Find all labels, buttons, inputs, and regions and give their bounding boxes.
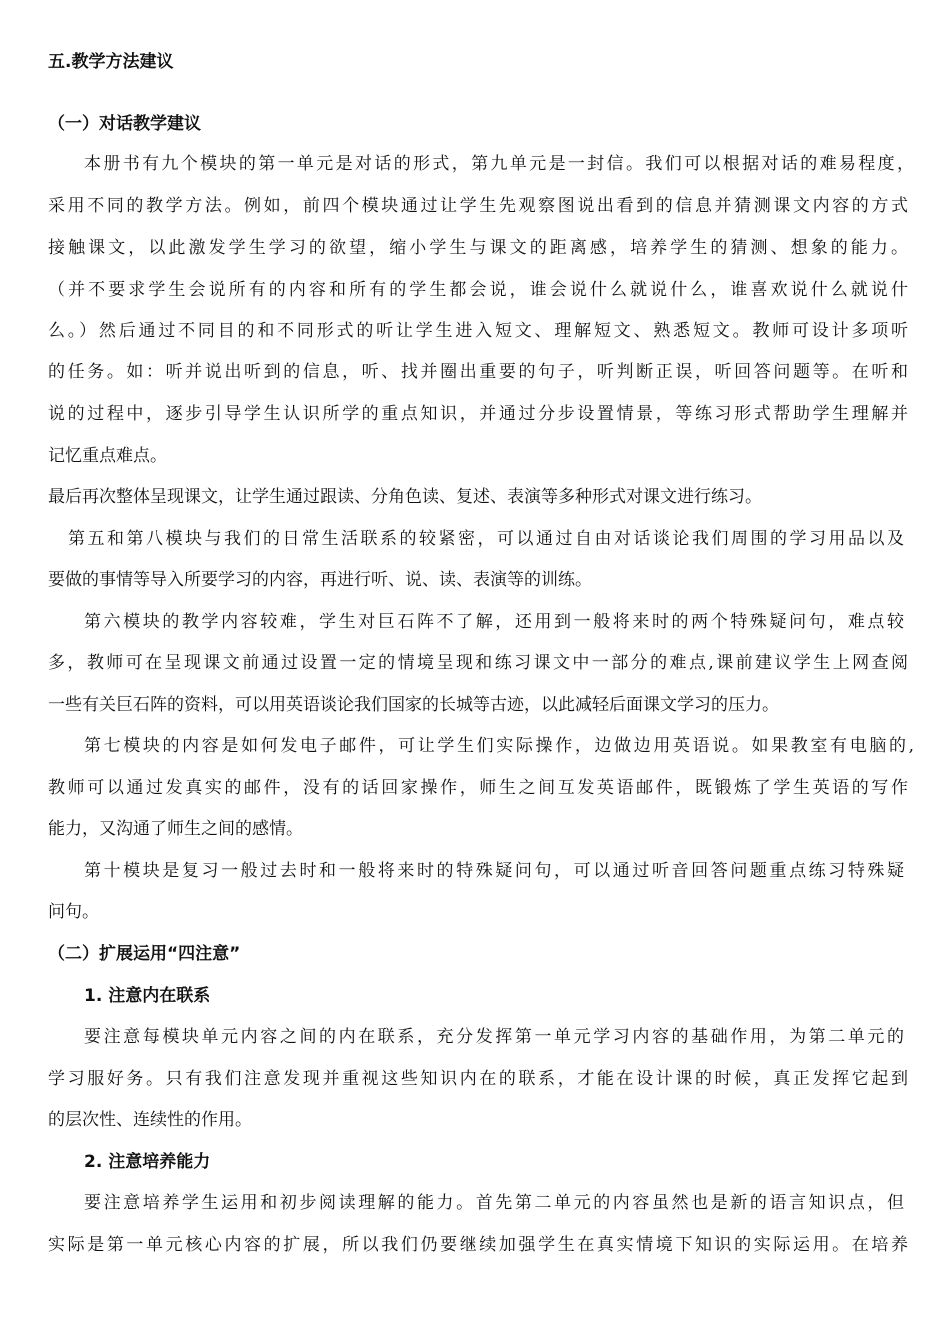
paragraph-line: 接触课文，以此激发学生学习的欲望，缩小学生与课文的距离感，培养学生的猜测、想象的能力。 [48, 238, 908, 258]
item-title-ability: 2. 注意培养能力 [84, 1152, 211, 1172]
paragraph-line: 能力，又沟通了师生之间的感情。 [48, 819, 303, 839]
paragraph-line: 学习服好务。只有我们注意发现并重视这些知识内在的联系，才能在设计课的时候，真正发挥它起到 [48, 1069, 908, 1089]
paragraph-line: 最后再次整体呈现课文，让学生通过跟读、分角色读、复述、表演等多种形式对课文进行练习。 [48, 487, 762, 507]
subsection-title-extension: （二）扩展运用“四注意” [48, 944, 241, 964]
paragraph-line: 采用不同的教学方法。例如，前四个模块通过让学生先观察图说出看到的信息并猜测课文内容的方式 [48, 196, 908, 216]
paragraph-line: 问句。 [48, 902, 99, 922]
paragraph-line: 的任务。如：听并说出听到的信息，听、找并圈出重要的句子，听判断正误，听回答问题等。在听和 [48, 362, 908, 382]
paragraph-line: 多，教师可在呈现课文前通过设置一定的情境呈现和练习课文中一部分的难点,课前建议学生上网查阅 [48, 653, 908, 673]
paragraph-line: 么。）然后通过不同目的和不同形式的听让学生进入短文、理解短文、熟悉短文。教师可设计多项听 [48, 321, 908, 341]
paragraph-line: 本册书有九个模块的第一单元是对话的形式，第九单元是一封信。我们可以根据对话的难易程度， [84, 154, 914, 174]
paragraph-line: 第五和第八模块与我们的日常生活联系的较紧密，可以通过自由对话谈论我们周围的学习用品以及 [68, 529, 904, 549]
paragraph-line: 第十模块是复习一般过去时和一般将来时的特殊疑问句，可以通过听音回答问题重点练习特殊疑 [84, 861, 904, 881]
item-title-connection: 1. 注意内在联系 [84, 986, 211, 1006]
paragraph-line: 一些有关巨石阵的资料，可以用英语谈论我们国家的长城等古迹，以此减轻后面课文学习的压力。 [48, 695, 779, 715]
paragraph-line: 要做的事情等导入所要学习的内容，再进行听、说、读、表演等的训练。 [48, 570, 592, 590]
paragraph-line: 要注意每模块单元内容之间的内在联系，充分发挥第一单元学习内容的基础作用，为第二单元的 [84, 1027, 904, 1047]
paragraph-line: 记忆重点难点。 [48, 446, 167, 466]
paragraph-line: 第六模块的教学内容较难，学生对巨石阵不了解，还用到一般将来时的两个特殊疑问句，难点较 [84, 612, 904, 632]
paragraph-line: 实际是第一单元核心内容的扩展，所以我们仍要继续加强学生在真实情境下知识的实际运用。在培养 [48, 1235, 908, 1255]
paragraph-line: 说的过程中，逐步引导学生认识所学的重点知识，并通过分步设置情景，等练习形式帮助学生理解并 [48, 404, 908, 424]
paragraph-line: 的层次性、连续性的作用。 [48, 1110, 252, 1130]
paragraph-line: 第七模块的内容是如何发电子邮件，可让学生们实际操作，边做边用英语说。如果教室有电脑的, [84, 736, 914, 756]
paragraph-line: 要注意培养学生运用和初步阅读理解的能力。首先第二单元的内容虽然也是新的语言知识点，但 [84, 1193, 904, 1213]
section-title: 五.教学方法建议 [48, 52, 174, 72]
paragraph-line: （并不要求学生会说所有的内容和所有的学生都会说，谁会说什么就说什么，谁喜欢说什么就说什 [48, 280, 908, 300]
paragraph-line: 教师可以通过发真实的邮件，没有的话回家操作，师生之间互发英语邮件，既锻炼了学生英语的写作 [48, 778, 908, 798]
subsection-title-dialogue: （一）对话教学建议 [48, 114, 201, 134]
